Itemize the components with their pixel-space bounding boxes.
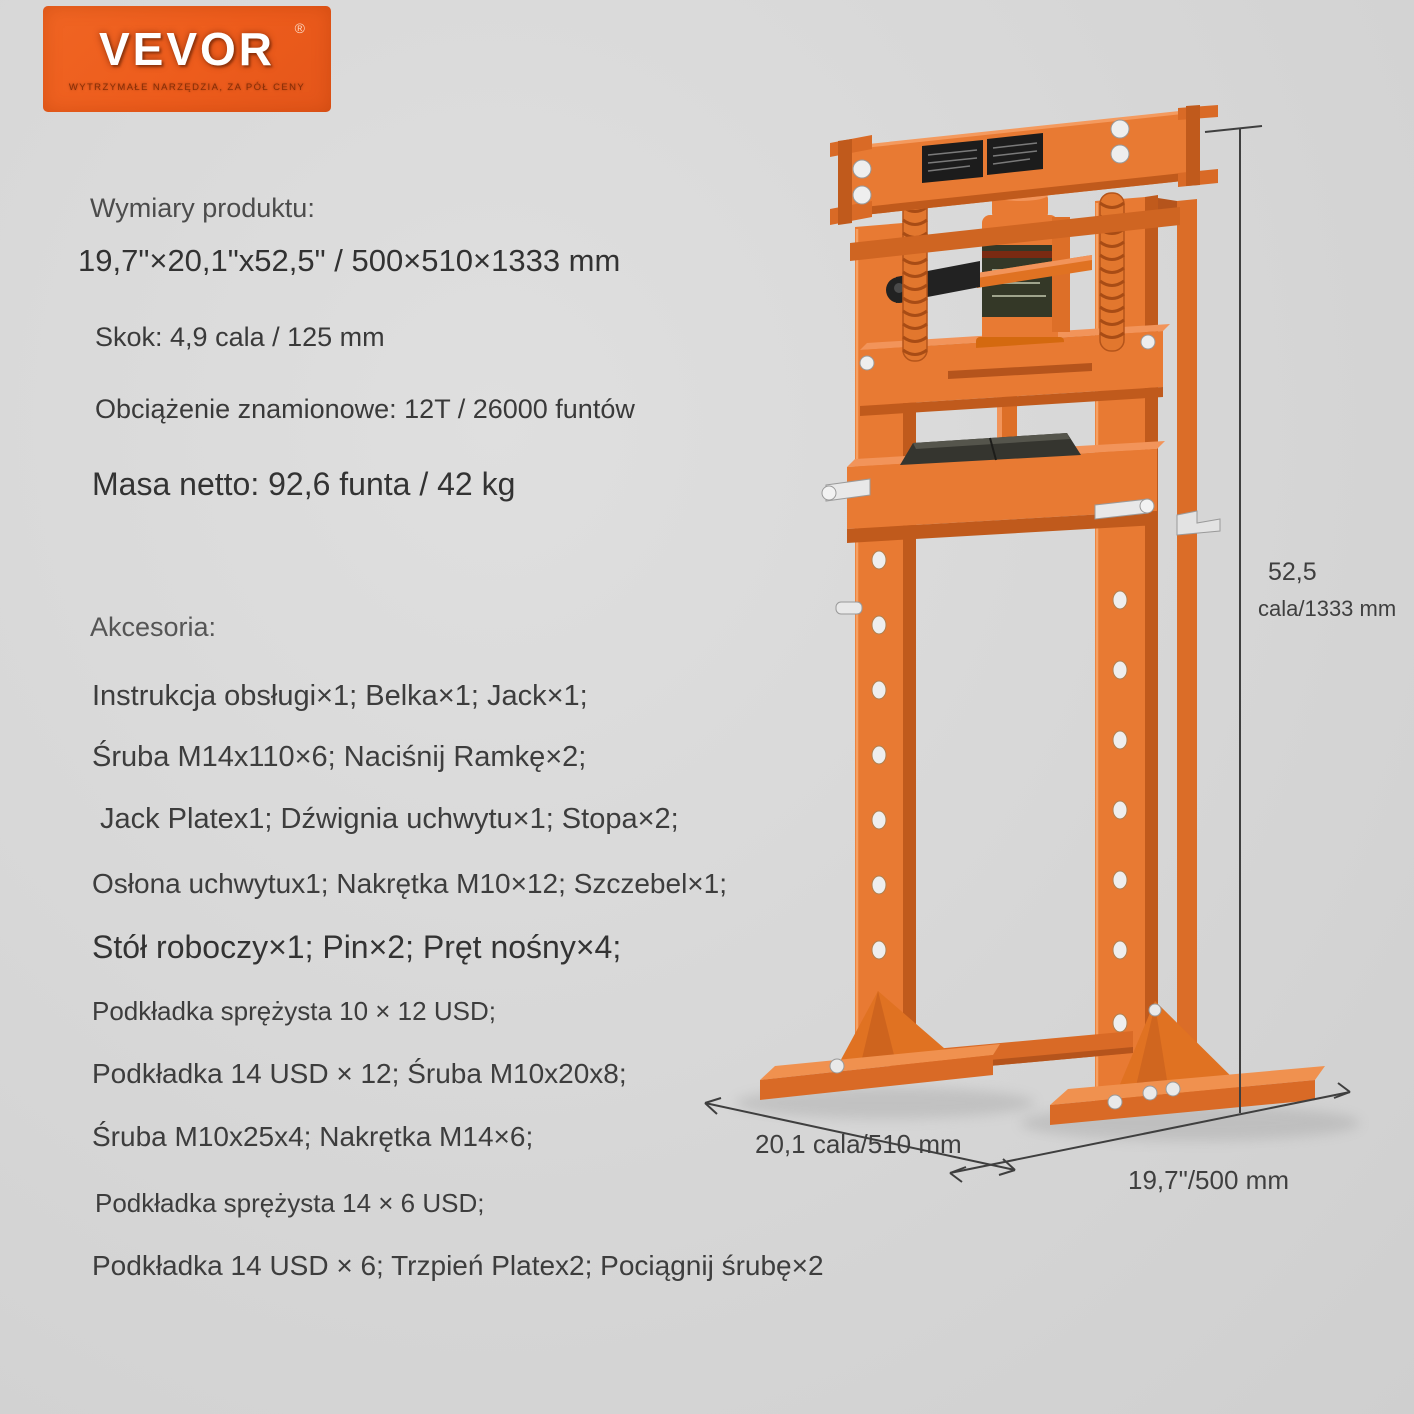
rated-load-spec: Obciążenie znamionowe: 12T / 26000 funtów bbox=[95, 394, 635, 424]
accessory-line: Osłona uchwytux1; Nakrętka M10×12; Szczebel×1; bbox=[92, 868, 728, 899]
product-dimensions-heading: Wymiary produktu: bbox=[90, 193, 315, 223]
product-dimensions-value: 19,7"×20,1"x52,5" / 500×510×1333 mm bbox=[78, 243, 621, 278]
accessory-line: Podkładka sprężysta 14 × 6 USD; bbox=[95, 1188, 485, 1218]
label-plate bbox=[922, 140, 983, 183]
accessory-line: Podkładka sprężysta 10 × 12 USD; bbox=[92, 996, 496, 1026]
vevor-logo bbox=[43, 6, 331, 112]
accessory-line: Instrukcja obsługi×1; Belka×1; Jack×1; bbox=[92, 680, 588, 712]
net-weight-spec: Masa netto: 92,6 funta / 42 kg bbox=[92, 466, 516, 502]
accessories-heading: Akcesoria: bbox=[90, 612, 217, 642]
press-illustration bbox=[700, 105, 1400, 1185]
brand-tagline: WYTRZYMAŁE NARZĘDZIA, ZA PÓŁ CENY bbox=[68, 81, 306, 93]
right-column-flange bbox=[1158, 198, 1220, 1097]
left-foot bbox=[760, 991, 1000, 1100]
accessory-line: Śruba M10x25x4; Nakrętka M14×6; bbox=[92, 1121, 534, 1152]
spring-left bbox=[903, 197, 927, 361]
accessory-line: Jack Platex1; Dźwignia uchwytu×1; Stopa×2; bbox=[100, 803, 679, 835]
height-dimension-unit: cala/1333 mm bbox=[1258, 596, 1397, 621]
accessory-line: Podkładka 14 USD × 6; Trzpień Platex2; Pociągnij śrubę×2 bbox=[92, 1250, 824, 1281]
width-dimension-label: 20,1 cala/510 mm bbox=[755, 1129, 962, 1159]
accessory-line: Stół roboczy×1; Pin×2; Pręt nośny×4; bbox=[92, 929, 622, 965]
height-dimension-value: 52,5 bbox=[1268, 558, 1317, 586]
label-plate bbox=[987, 133, 1043, 175]
stroke-spec: Skok: 4,9 cala / 125 mm bbox=[95, 322, 385, 352]
accessory-line: Podkładka 14 USD × 12; Śruba M10x20x8; bbox=[92, 1058, 627, 1089]
brand-name: VEVOR bbox=[98, 22, 276, 75]
accessory-line: Śruba M14x110×6; Naciśnij Ramkę×2; bbox=[92, 741, 587, 773]
depth-dimension-label: 19,7"/500 mm bbox=[1128, 1165, 1289, 1195]
registered-mark-icon: ® bbox=[294, 20, 305, 36]
